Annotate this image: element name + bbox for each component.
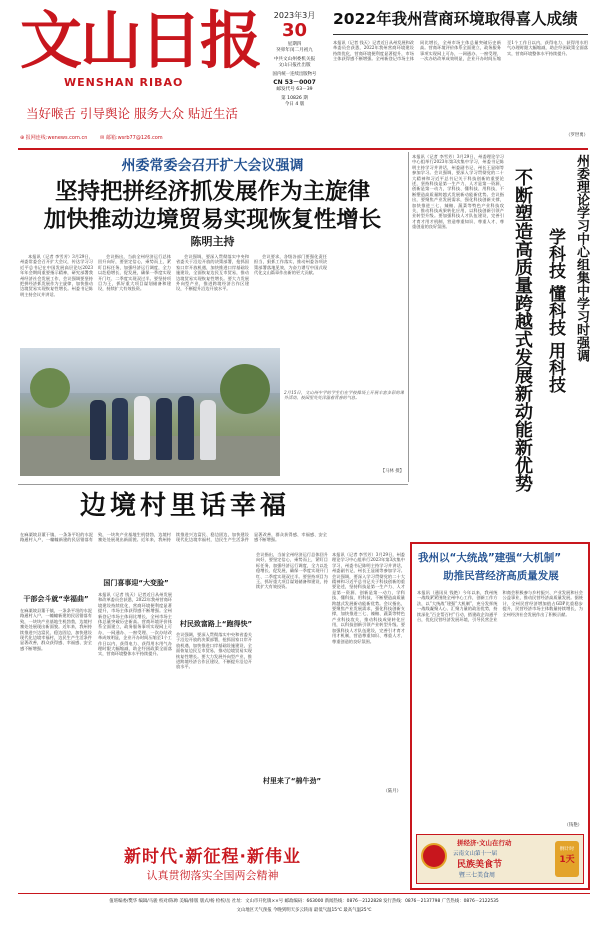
page-count: 今日 4 版 bbox=[284, 102, 305, 107]
email-link[interactable]: 邮箱:wsrb77@126.com bbox=[105, 135, 163, 141]
border-sub-2: 国门喜事迎“大变脸” bbox=[103, 579, 169, 587]
side-column-body: 本报讯（记者 李雪芳）3月29日，州委理论学习中心组举行2023年第3次集中学习，州委书记陈明主持学习并讲话，州委副书记、州长王显刚等参加学习。会议强调，要深入学习贯彻党的二十大精神和习近平总书记关于科技创新的重要论述，坚持科技是第一生产力、人才是第一资源、创新是第一动力，学科技、懂科技、用科技，不断塑造高质量跨越式发展新动能新优势。会议指出，要聚焦产业发展需求，强化科技创新支撑，加快推进三七、辣椒、蔬菜等特色产业科技攻关，推动科技成果转化应用，以科技创新引领产业转型升级。要加强科技人才队伍建设，完善引才育才用才机制，营造尊重知识、尊重人才、尊重创造的良好氛围。 bbox=[412, 154, 504, 230]
ad-event-line-3: 暨三七美食周 bbox=[459, 872, 496, 879]
border-story-lead: 在麻栗坡县董干镇，一条条平坦的水泥路通村入户，一幢幢新建的民居错落有致，一块块产业基地生机勃勃，边境村寨处处展现出新面貌。近年来，我州持续推进兴边富民、稳边固边，加快建设现代化边境幸福村，边民生产生活条件显著改善，群众获得感、幸福感、安全感不断增强。 bbox=[20, 532, 327, 543]
side-headline-2: 学科技 懂科技 用科技 bbox=[545, 228, 565, 393]
postal-code: 邮发代号 63－39 bbox=[276, 87, 313, 92]
section-rule bbox=[18, 484, 408, 485]
masthead bbox=[20, 6, 280, 136]
countdown-days: 1天 bbox=[559, 855, 575, 865]
border-sub-1: 干部会斗就“幸福曲” bbox=[23, 595, 89, 603]
date-weekday: 星期四 bbox=[287, 42, 302, 47]
ad-logo-icon bbox=[421, 843, 447, 869]
website-link[interactable]: 报网连线:wenews.com.cn bbox=[25, 135, 88, 141]
border-sub-3: 村民致富路上“跑得快” bbox=[179, 620, 253, 628]
date-day: 30 bbox=[281, 20, 308, 41]
border-sub-4: 村里来了“棉牛劲” bbox=[262, 777, 322, 785]
web-icon: ⊕ bbox=[20, 135, 25, 141]
student-figures bbox=[90, 394, 230, 466]
feature-signature: （钱艳） bbox=[564, 823, 582, 828]
main-body bbox=[20, 254, 405, 342]
paper-pinyin: WENSHAN RIBAO bbox=[64, 76, 184, 89]
main-paragraph: 会议强调，要深入贯彻落实中央和省委关于沿边开放的决策部署，抢抓国家口岸开放机遇，加快推进口岸基础设施建设，全面恢复边民互市贸易，推动边境贸易实现恢复性增长。要大力发展外向型产业，推进跨境经济合作区建设，不断提升沿边开放水平。 bbox=[176, 254, 249, 292]
main-paragraph: 会议指出，当前全州经济运行总体回升向好，要坚定信心，乘势而上，紧盯目标任务，加强经济运行调度，全力以赴稳增长、促发展，确保一季度实现开门红、二季度实现双过半。要坚持项目为王，抓好重大项目谋划储备和建设，持续扩大有效投资。 bbox=[98, 254, 171, 292]
contact-line bbox=[20, 134, 330, 141]
footer-line-1: 值班编委/樊华 编辑/马骏 校对/陈帅 美编/排版 版式/杨 检校/岳 社址：文山市开化镇××号 邮政编码：663000 新闻热线：0876－2122828 发行热线：0876－2137798 广告热线：0876－2122535 bbox=[109, 899, 499, 904]
photo-caption-block bbox=[284, 390, 404, 476]
main-headline-block bbox=[20, 152, 405, 250]
photo-credit: 【马林 摄】 bbox=[380, 469, 404, 474]
border-story-body: 会议强调，要深入贯彻落实中央和省委关于沿边开放的决策部署，抢抓国家口岸开放机遇，加快推进口岸基础设施建设，全面恢复边民互市贸易，推动边境贸易实现恢复性增长。要大力发展外向型产业，推进跨境经济合作区建设，不断提升沿边开放水平。 bbox=[176, 632, 252, 670]
side-headline-1: 州委理论学习中心组集中学习时强调 bbox=[574, 154, 589, 362]
food-festival-ad[interactable] bbox=[416, 834, 584, 884]
mail-icon: ✉ bbox=[100, 135, 105, 141]
paper-slogan: 当好喉舌 引导舆论 服务大众 贴近生活 bbox=[26, 106, 238, 121]
footer-line-2: 文山地区天气预报 今晚到明天多云转雨 最低气温15℃ 最高气温25℃ bbox=[236, 908, 372, 913]
top-story-author: （罗世勇） bbox=[566, 133, 588, 138]
cn-label: 国内统一连续出版物号 bbox=[272, 72, 317, 77]
banner-line-2: 认真贯彻落实全国两会精神 bbox=[146, 869, 279, 882]
ad-slogan: 拼经济·文山在行动 bbox=[457, 839, 512, 847]
feature-box bbox=[410, 542, 590, 890]
photo-caption: 2月15日，文山州中学的学生们在学校操场上开展丰富多彩的课外活动，校园里处处洋溢着青春的气息。 bbox=[284, 390, 404, 401]
feature-headline-2: 助推民营经济高质量发展 bbox=[443, 570, 559, 582]
main-paragraph: 本报讯（记者 李雪芳）3月29日，州委常委会召开扩大会议，传达学习习近平总书记在中国发展高层论坛2023年年会期间重要指示精神，研究部署我州经济社会发展工作，会议强调要坚持把拼经济抓发展作为主旋律，加快推动边境贸易实现恢复性增长。州委书记陈明主持会议并讲话。 bbox=[20, 254, 93, 297]
ad-event-line-2: 民族美食节 bbox=[457, 860, 503, 870]
main-kicker: 州委常委会召开扩大会议强调 bbox=[121, 158, 304, 174]
feature-headline-1: 我州以“大统战”建强“大机制” bbox=[418, 552, 562, 564]
top-story-rule bbox=[333, 34, 588, 35]
footer bbox=[20, 897, 588, 929]
bottom-banner bbox=[20, 846, 405, 888]
border-story-body: 在麻栗坡县董干镇，一条条平坦的水泥路通村入户，一幢幢新建的民居错落有致，一块块产业基地生机勃勃，边境村寨处处展现出新面貌。近年来，我州持续推进兴边富民、稳边固边，加快建设现代化边境幸福村，边民生产生活条件显著改善，群众获得感、幸福感、安全感不断增强。 bbox=[20, 608, 92, 651]
border-story-signoff: （陆月） bbox=[383, 789, 401, 794]
border-story-body: 本报讯（记者 钱天）记者近日从州发展和改革委员会获悉，2022年我州营商环境建设持续优化，营商环境便利度显著提升，市场主体获得感不断增强。全州新登记市场主体同比增长，全州市场主体总量突破历史新高。营商环境评价体系全面建立，政务服务事项实现网上可办，一网通办、一窗受理、一次办结改革成效明显，企业开办时间压缩至1个工作日以内，获得电力、获得用水用气办理时限大幅缩减，助企纾困政策全面落实，营商环境整体水平持续提升。 bbox=[98, 592, 172, 657]
feature-body: 本报讯（通讯员 钱艳）今年以来，我州统一战线紧紧围绕全州中心工作，创新工作方法，以“大统战”建强“大机制”，充分发挥统一战线凝聚人心、汇聚力量的政治优势，持续深化“百企帮百村”行动，搭建政企沟通平台，优化民营经济发展环境，引导民营企业和商会积极参与乡村振兴、产业发展和社会公益事业，推动民营经济高质量发展。据统计，全州民营经济增加值占GDP比重稳步提升，民营经济市场主体数量持续增长，为全州经济社会发展作出了积极贡献。 bbox=[417, 590, 583, 623]
paper-title: 文山日报 bbox=[20, 4, 261, 77]
masthead-rule bbox=[18, 148, 588, 150]
date-lunar: 癸卯年闰二月初九 bbox=[276, 48, 313, 53]
issue-number: 第 10826 期 bbox=[281, 96, 308, 101]
ad-event-line-1: 云南文山第十一届 bbox=[453, 851, 498, 857]
side-column bbox=[412, 154, 589, 492]
publisher-line: 中共文山州委机关报 文山日报社出版 bbox=[273, 57, 316, 68]
main-paragraph: 会议要求，各级各部门要强化责任担当，狠抓工作落实，推动州委各项决策部署落地见效，为奋力谱写中国式现代化文山篇章作出新的更大贡献。 bbox=[254, 254, 327, 276]
top-story-body: 本报讯（记者 钱天）记者近日从州发展和改革委员会获悉，2022年我州营商环境建设持续优化，营商环境便利度显著提升，市场主体获得感不断增强。全州新登记市场主体同比增长，全州市场主体总量突破历史新高。营商环境评价体系全面建立，政务服务事项实现网上可办，一网通办、一窗受理、一次办结改革成效明显，企业开办时间压缩至1个工作日以内，获得电力、获得用水用气办理时限大幅缩减，助企纾困政策全面落实，营商环境整体水平持续提升。 bbox=[333, 40, 588, 62]
border-story-body: 会议指出，当前全州经济运行总体回升向好，要坚定信心，乘势而上，紧盯目标任务，加强经济运行调度，全力以赴稳增长、促发展，确保一季度实现开门红、二季度实现双过半。要坚持项目为王，抓好重大项目谋划储备和建设，持续扩大有效投资。 bbox=[256, 552, 328, 590]
countdown-badge bbox=[555, 841, 579, 877]
main-headline-line-1: 坚持把拼经济抓发展作为主旋律 bbox=[54, 179, 370, 205]
students-photo bbox=[20, 348, 280, 476]
border-story-headline: 边境村里话幸福 bbox=[80, 491, 291, 521]
cn-number: CN 53－0007 bbox=[273, 79, 316, 86]
column-divider bbox=[408, 152, 409, 482]
border-story bbox=[20, 486, 405, 846]
banner-line-1: 新时代·新征程·新伟业 bbox=[124, 847, 301, 867]
top-story bbox=[333, 8, 588, 148]
countdown-label: 倒计时 bbox=[559, 847, 575, 852]
main-headline-line-2: 加快推动边境贸易实现恢复性增长 bbox=[43, 207, 382, 233]
top-story-headline: 2022年我州营商环境取得喜人成绩 bbox=[333, 10, 578, 28]
date-box bbox=[263, 10, 326, 116]
main-byline: 陈明主持 bbox=[190, 235, 235, 248]
date-year-month: 2023年3月 bbox=[273, 11, 316, 20]
border-story-body: 本报讯（记者 李雪芳）3月29日，州委理论学习中心组举行2023年第3次集中学习，州委书记陈明主持学习并讲话，州委副书记、州长王显刚等参加学习。会议强调，要深入学习贯彻党的二十大精神和习近平总书记关于科技创新的重要论述，坚持科技是第一生产力、人才是第一资源、创新是第一动力，学科技、懂科技、用科技，不断塑造高质量跨越式发展新动能新优势。会议指出，要聚焦产业发展需求，强化科技创新支撑，加快推进三七、辣椒、蔬菜等特色产业科技攻关，推动科技成果转化应用，以科技创新引领产业转型升级。要加强科技人才队伍建设，完善引才育才用才机制，营造尊重知识、尊重人才、尊重创造的良好氛围。 bbox=[332, 552, 405, 644]
footer-rule bbox=[18, 893, 590, 894]
side-headline-3: 不断塑造高质量跨越式发展新动能新优势 bbox=[512, 168, 533, 492]
